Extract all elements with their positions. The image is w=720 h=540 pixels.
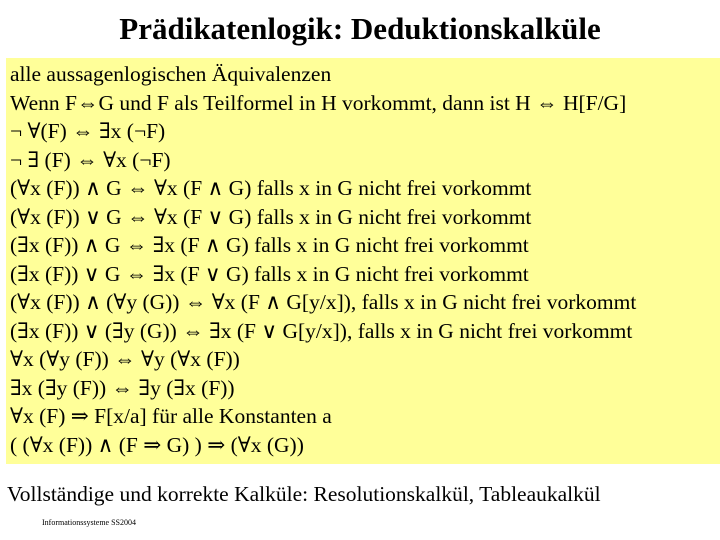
rule-line: Wenn F⇔G und F als Teilformel in H vorkommt, dann ist H ⇔ H[F/G] (10, 90, 627, 115)
rule-line: ¬ ∃ (F) ⇔ ∀x (¬F) (10, 147, 171, 172)
rule-line: (∀x (F)) ∧ (∀y (G)) ⇔ ∀x (F ∧ G[y/x]), falls x in G nicht frei vorkommt (10, 290, 637, 314)
rule-line: alle aussagenlogischen Äquivalenzen (10, 62, 332, 86)
rule-line: (∃x (F)) ∨ G ⇔ ∃x (F ∨ G) falls x in G nicht frei vorkommt (10, 261, 529, 286)
rule-line: ¬ ∀(F) ⇔ ∃x (¬F) (10, 119, 166, 143)
rule-line: (∃x (F)) ∧ G ⇔ ∃x (F ∧ G) falls x in G nicht frei vorkommt (10, 233, 529, 257)
rules-list (10, 60, 718, 459)
rule-line: ∀x (∀y (F)) ⇔ ∀y (∀x (F)) (10, 347, 240, 371)
slide-title: Prädikatenlogik: Deduktionskalküle (119, 11, 601, 46)
rule-line: (∀x (F)) ∧ G ⇔ ∀x (F ∧ G) falls x in G nicht frei vorkommt (10, 176, 532, 200)
rule-line: (∀x (F)) ∨ G ⇔ ∀x (F ∨ G) falls x in G nicht frei vorkommt (10, 204, 532, 229)
rule-line: ∃x (∃y (F)) ⇔ ∃y (∃x (F)) (10, 375, 235, 400)
course-footnote: Informationssysteme SS2004 (42, 518, 136, 527)
calculi-statement: Vollständige und korrekte Kalküle: Resolutionskalkül, Tableaukalkül (7, 482, 601, 506)
rule-line: (∃x (F)) ∨ (∃y (G)) ⇔ ∃x (F ∨ G[y/x]), falls x in G nicht frei vorkommt (10, 318, 633, 343)
rule-line: ∀x (F) ⇒ F[x/a] für alle Konstanten a (10, 404, 332, 428)
rule-line: ( (∀x (F)) ∧ (F ⇒ G) ) ⇒ (∀x (G)) (10, 432, 304, 457)
